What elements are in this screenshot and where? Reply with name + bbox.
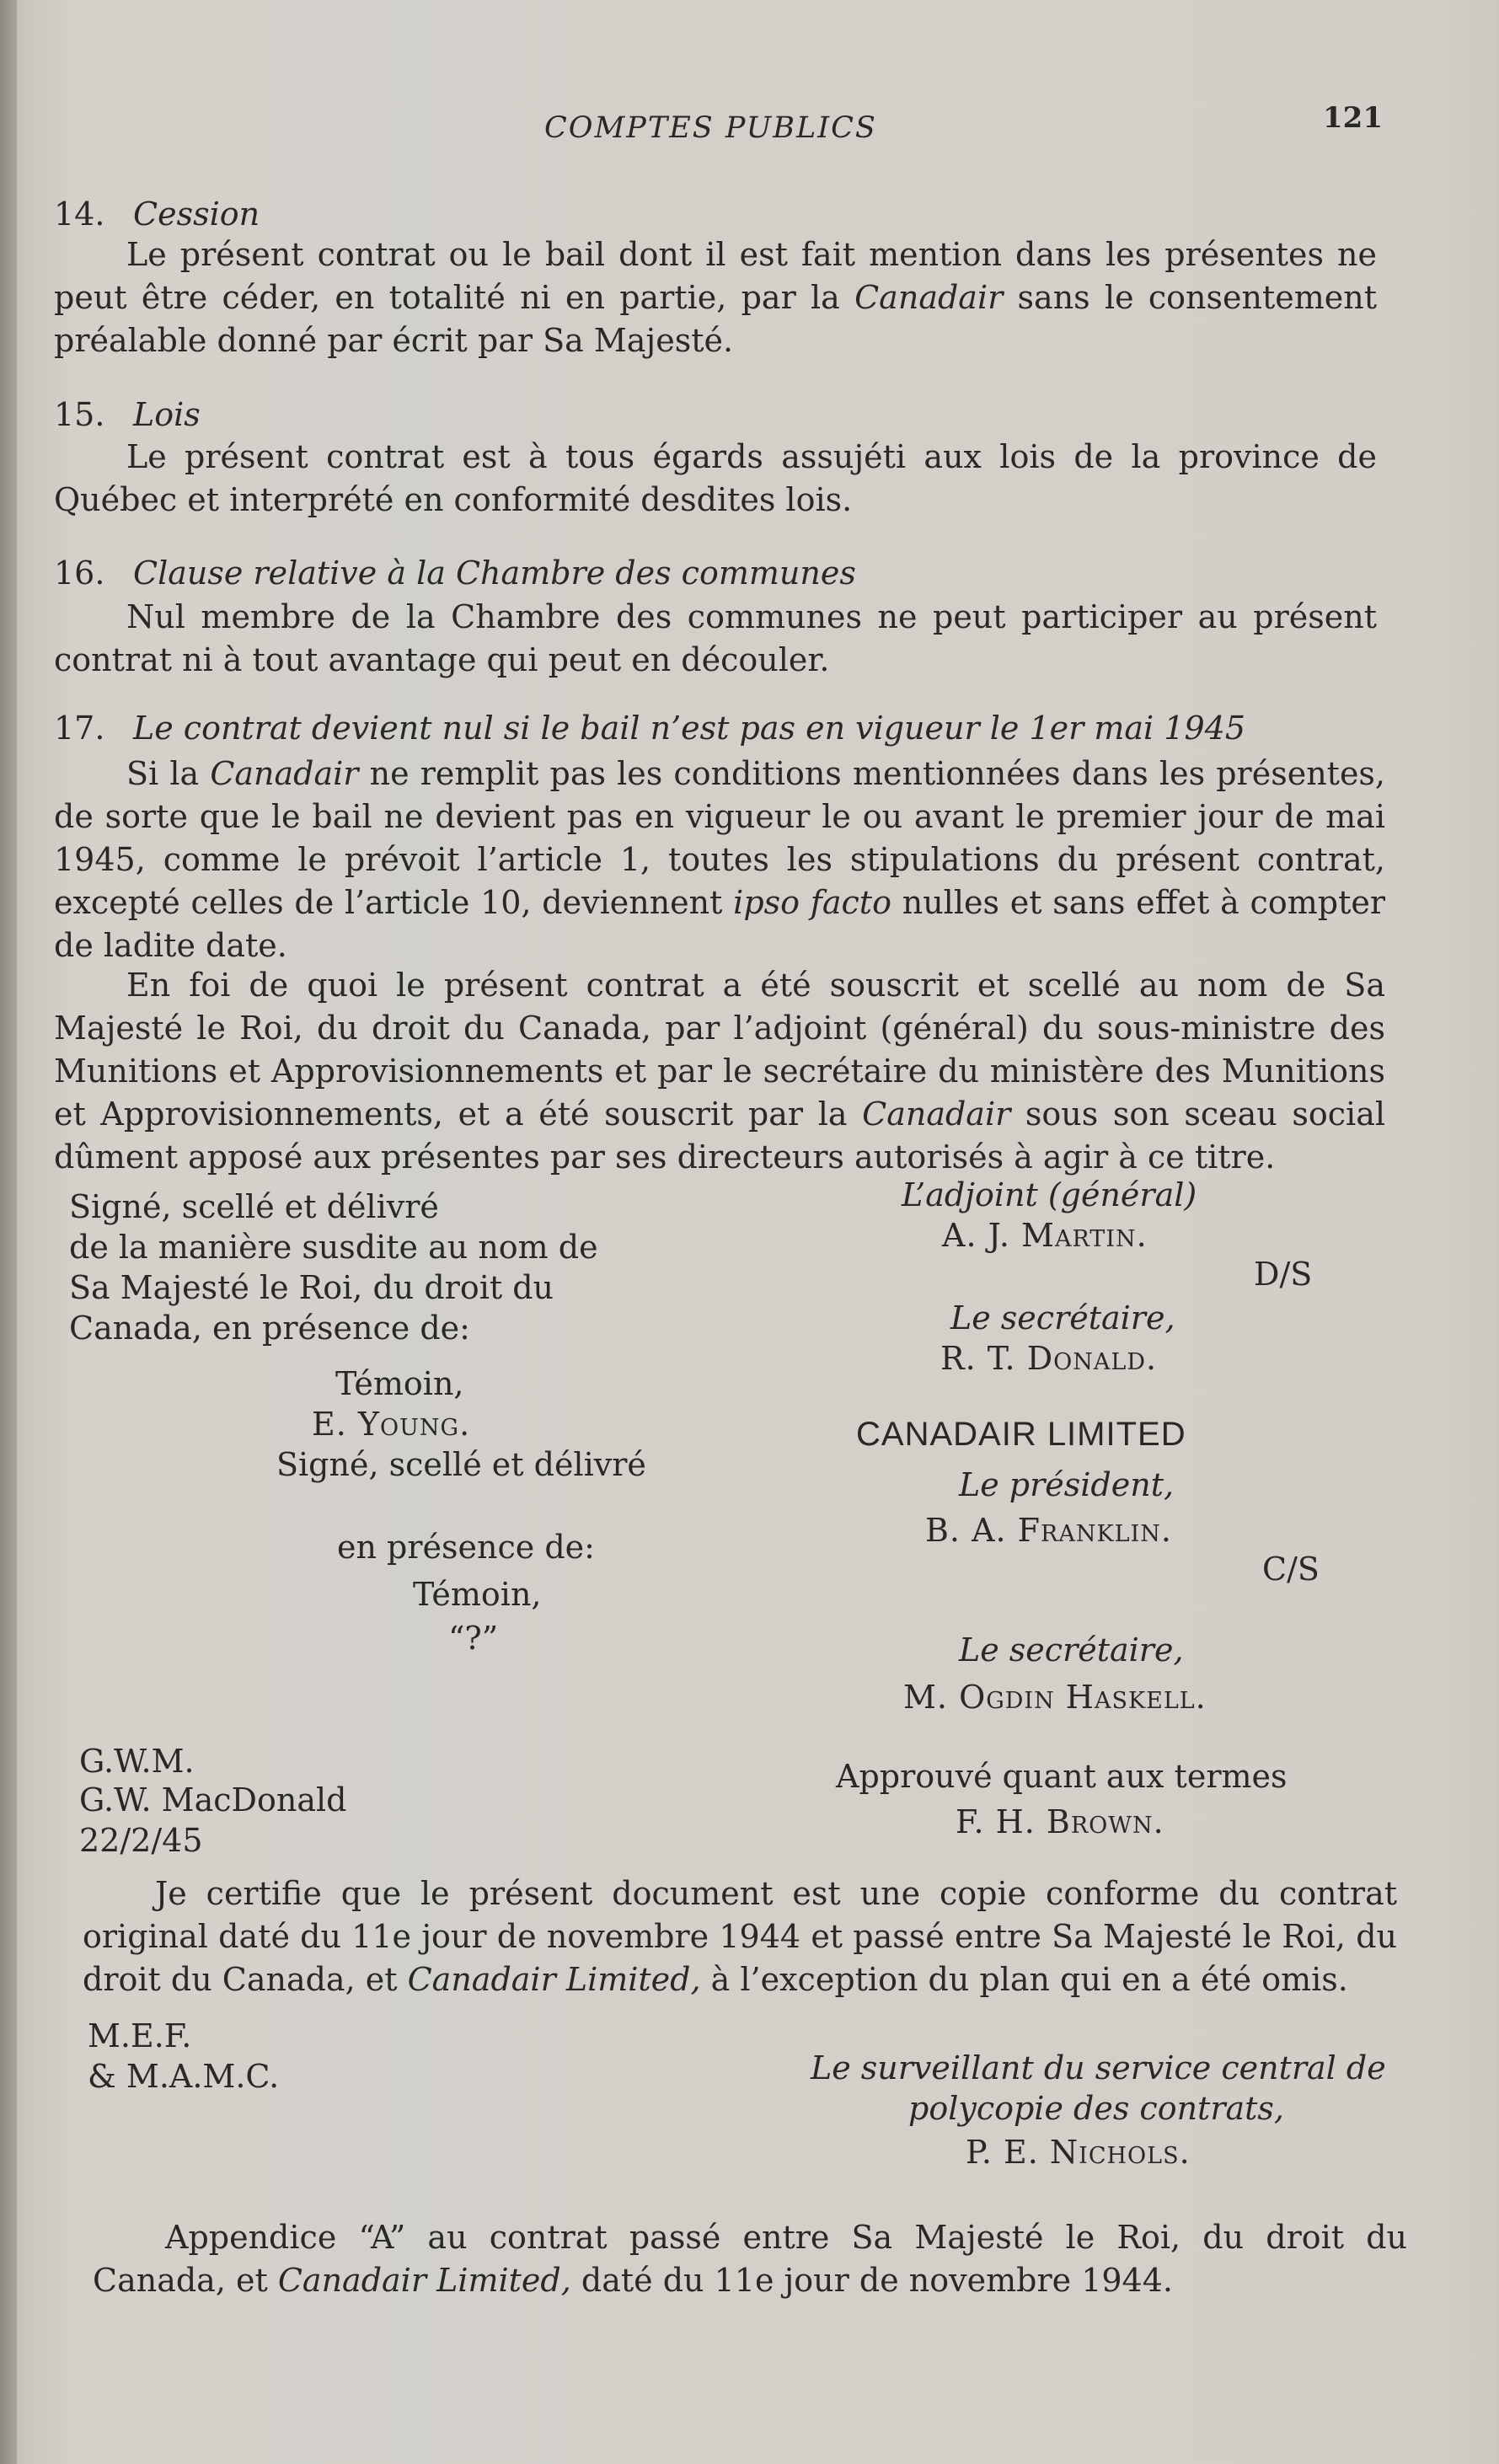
section-number: 15. (54, 396, 105, 433)
president-name: B. A. Franklin. (925, 1512, 1172, 1549)
secretary-name: R. T. Donald. (940, 1340, 1158, 1377)
witness-name: E. Young. (312, 1406, 471, 1443)
approval-name: F. H. Brown. (956, 1803, 1164, 1840)
in-witness-paragraph (54, 964, 1385, 1179)
section-title: Cession (133, 196, 260, 233)
text-run: daté du 11e jour de novembre 1944. (570, 2262, 1173, 2299)
certification-paragraph (83, 1872, 1397, 2001)
mef-line-1: M.E.F. (88, 2017, 192, 2054)
signed-sealed-line-2: de la manière susdite au nom de (69, 1229, 598, 1266)
text-run: Appendice “A” au contrat passé entre Sa Majesté le Roi, du droit du Canada, et (93, 2219, 1407, 2299)
witness-name-2: “?” (448, 1620, 499, 1657)
deputy-title: L’adjoint (général) (902, 1176, 1197, 1213)
witness-label: Témoin, (335, 1365, 464, 1402)
mef-line-2: & M.A.M.C. (88, 2058, 280, 2095)
supervisor-name: P. E. Nichols. (966, 2134, 1191, 2171)
section-title: Le contrat devient nul si le bail n’est pas en vigueur le 1er mai 1945 (133, 710, 1245, 747)
text-run-italic: Canadair Limited, (407, 1961, 701, 1998)
initials-date: 22/2/45 (79, 1822, 203, 1859)
text-run-italic: ipso facto (733, 884, 891, 921)
signed-sealed-line-1: Signé, scellé et délivré (69, 1188, 439, 1225)
section-number: 16. (54, 554, 105, 592)
text-run: Le présent contrat ou le bail dont il est fait mention dans les présentes ne peut être céder, en totalité ni en partie, par la (54, 236, 1377, 316)
initials-line-1: G.W.M. (79, 1743, 195, 1780)
company-secretary-name: M. Ogdin Haskell. (903, 1679, 1207, 1716)
text-run: ne remplit pas les conditions mentionnées dans les présentes, de sorte que le bail ne devient pas en vigueur le ou avant le premier jour de mai 1945, comme le prévoit l’article 1, toutes les stipulations du présent contrat, excepté celles de l’article 10, deviennent (54, 755, 1386, 921)
paragraph: Le présent contrat est à tous égards assujéti aux lois de la province de Québec et interprété en conformité desdites lois. (54, 438, 1377, 518)
supervisor-title-1: Le surveillant du service central de (811, 2049, 1386, 2086)
section-title: Lois (133, 396, 201, 433)
supervisor-title-2: polycopie des contrats, (908, 2090, 1284, 2127)
ds-seal-mark: D/S (1254, 1256, 1313, 1293)
text-run-italic: Canadair (862, 1095, 1011, 1133)
section-number: 17. (54, 710, 105, 747)
paragraph: Nul membre de la Chambre des communes ne peut participer au présent contrat ni à tout avantage qui peut en découler. (54, 598, 1377, 678)
section-14-body (54, 233, 1377, 362)
text-run: En foi de quoi le présent contrat a été souscrit et scellé au nom de Sa Majesté le Roi, du droit du Canada, par l’adjoint (général) du sous-ministre des Munitions et Approvisionnements et par le secrétaire du ministère des Munitions et Approvisionnements, et a été souscrit par la (54, 967, 1385, 1133)
text-run-italic: Canadair (854, 279, 1004, 316)
section-15-body (54, 436, 1377, 522)
text-run-italic: Canadair Limited, (277, 2262, 571, 2299)
section-15-heading (54, 396, 201, 433)
presence-line: en présence de: (337, 1529, 595, 1566)
section-14-heading (54, 196, 260, 233)
section-17-heading (54, 710, 1245, 747)
text-run: Je certifie que le présent document est une copie conforme du contrat original daté du 11e jour de novembre 1944 et passé entre Sa Majesté le Roi, du droit du Canada, et (83, 1875, 1397, 1998)
initials-line-2: G.W. MacDonald (79, 1781, 347, 1819)
text-run: à l’exception du plan qui en a été omis. (700, 1961, 1348, 1998)
company-name: CANADAIR LIMITED (856, 1416, 1186, 1453)
page-number: 121 (1323, 101, 1383, 135)
company-secretary-title: Le secrétaire, (959, 1631, 1184, 1669)
signed-sealed-line-5: Signé, scellé et délivré (276, 1446, 646, 1483)
section-17-body (54, 753, 1385, 967)
text-run-italic: Canadair (210, 755, 359, 792)
running-header: COMPTES PUBLICS (544, 111, 877, 145)
section-16-heading (54, 554, 856, 592)
page-binding-edge (0, 0, 17, 2464)
text-run: Si la (126, 755, 211, 792)
text-run: sans le consentement préalable donné par écrit par Sa Majesté. (54, 279, 1377, 359)
secretary-title: Le secrétaire, (950, 1299, 1175, 1336)
president-title: Le président, (959, 1466, 1175, 1503)
signed-sealed-line-4: Canada, en présence de: (69, 1310, 470, 1347)
section-number: 14. (54, 196, 105, 233)
approval-label: Approuvé quant aux termes (836, 1758, 1288, 1795)
deputy-name: A. J. Martin. (942, 1217, 1148, 1254)
appendix-paragraph (93, 2216, 1407, 2302)
signed-sealed-line-3: Sa Majesté le Roi, du droit du (69, 1269, 554, 1306)
text-run: sous son sceau social dûment apposé aux présentes par ses directeurs autorisés à agir à ce titre. (54, 1095, 1385, 1176)
text-run: nulles et sans effet à compter de ladite date. (54, 884, 1385, 964)
section-16-body (54, 596, 1377, 682)
cs-seal-mark: C/S (1262, 1551, 1320, 1588)
section-title: Clause relative à la Chambre des communes (133, 554, 856, 592)
witness-label-2: Témoin, (413, 1576, 542, 1613)
